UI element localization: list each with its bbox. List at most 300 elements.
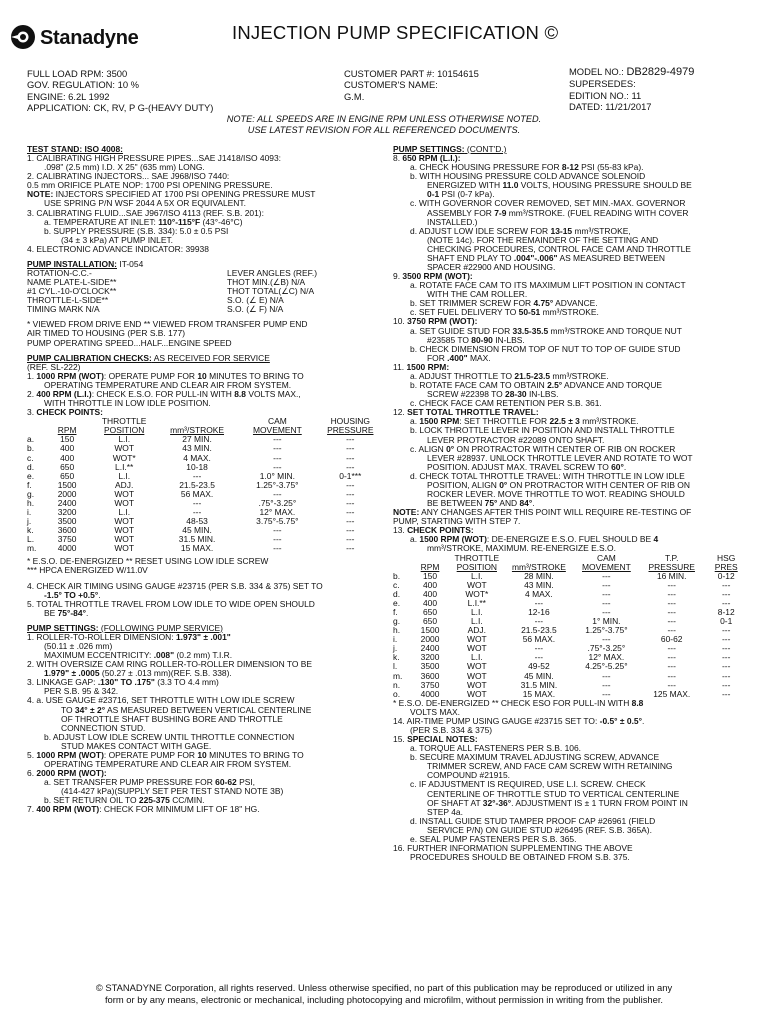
note-line: USE LATEST REVISION FOR ALL REFERENCED DOCUMENTS.	[247, 124, 521, 135]
table-cell: ---	[346, 443, 355, 454]
table-cell: WOT	[114, 534, 135, 545]
text-line: b. SECURE MAXIMUM TRAVEL ADJUSTING SCREW, ADVANCE	[410, 752, 660, 763]
table-cell	[27, 417, 44, 426]
text-line: (PER S.B. 334 & 375)	[410, 725, 493, 735]
text-line: ENERGIZED WITH	[427, 180, 503, 191]
table-cell: 31.5 MIN.	[520, 679, 558, 690]
table-cell: o.	[393, 688, 401, 699]
text-line: . ADJUSTMENT IS ± 1 TURN FROM POINT IN	[511, 797, 688, 808]
note-label: NOTE:	[27, 189, 54, 200]
table-cell: g.	[393, 616, 401, 627]
text-line: * E.S.O. DE-ENERGIZED ** RESET USING LOW IDLE SCREW	[27, 556, 269, 567]
table-cell: ---	[721, 588, 731, 599]
bold-text: .004"-.006"	[513, 252, 558, 263]
text-line: 6.	[27, 768, 37, 779]
text-line: AS MEASURED BETWEEN VERTICAL CENTERLINE	[105, 704, 312, 715]
gov-regulation: GOV. REGULATION: 10 %	[27, 79, 140, 91]
text-line: b. CHECK DIMENSION FROM TOP OF NUT TO TOP OF GUIDE STUD	[410, 343, 681, 354]
bold-text: 75°	[484, 498, 498, 509]
table-cell: 45 MIN.	[182, 525, 212, 536]
text-line: MINUTES TO BRING TO	[206, 370, 304, 381]
table-cell: ---	[721, 597, 731, 608]
table-cell: 8-12	[717, 606, 735, 617]
engine: ENGINE: 6.2L 1992	[27, 90, 110, 102]
text-line: * VIEWED FROM DRIVE END ** VIEWED FROM TRANSFER PUMP END	[27, 319, 308, 330]
text-line: (CONT'D.)	[464, 144, 507, 154]
left-column	[27, 145, 382, 814]
bold-text: 4	[653, 534, 659, 545]
text-line: 3. LINKAGE GAP:	[27, 677, 98, 688]
pump-installation-table	[27, 269, 382, 314]
bold-text: 1500 RPM (WOT)	[419, 534, 487, 545]
table-cell: ---	[346, 534, 355, 545]
text-line: ON PROTRACTOR WITH CENTER OF RIB ON ROCKER	[454, 443, 676, 454]
text-line: CHECKING PROCEDURES, CONTROL FACE CAM AND THROTTLE	[427, 243, 691, 254]
text-line: ASSEMBLY FOR	[427, 207, 495, 218]
table-cell: f.	[27, 479, 32, 490]
text-line: mm³/STROKE, MAXIMUM. RE-ENERGIZE E.S.O.	[427, 543, 616, 554]
text-line: (FOLLOWING PUMP SERVICE)	[98, 622, 223, 633]
text-line: 13.	[393, 525, 408, 536]
header-right	[569, 66, 694, 113]
text-line: 7.	[27, 804, 37, 815]
table-cell: j.	[27, 516, 32, 527]
table-cell: 400	[60, 443, 75, 454]
table-cell: 4.25°-5.25°	[585, 661, 628, 672]
text-line: d. INSTALL GUIDE STUD TAMPER PROOF CAP #26961 (FIELD	[410, 815, 656, 826]
cell: LEVER ANGLES (REF.)	[227, 268, 318, 279]
table-cell: 0-12	[717, 570, 735, 581]
text-line: AS MEASURED BETWEEN	[557, 252, 665, 263]
table-cell: 0-1	[720, 616, 733, 627]
text-line: : CHECK FOR MINIMUM LIFT OF 18" HG.	[99, 804, 260, 815]
text-line: AS RECEIVED FOR SERVICE	[151, 352, 270, 363]
table-row	[393, 662, 748, 671]
table-cell: THROTTLE	[101, 416, 147, 427]
bold-text: -1.5° TO +0.5°	[44, 589, 99, 600]
text-line: 16. FURTHER INFORMATION SUPPLEMENTING THE ABOVE	[393, 843, 633, 854]
bold-text: 650 RPM (L.I.):	[402, 153, 461, 164]
bold-text: 3750 RPM (WOT):	[407, 316, 478, 327]
header-left	[27, 68, 213, 114]
table-cell: ---	[721, 670, 731, 681]
table-cell: 1500	[57, 479, 77, 490]
table-cell: ---	[602, 597, 611, 608]
table-cell: WOT	[466, 679, 487, 690]
table-cell: 43 MIN.	[524, 579, 554, 590]
table-cell: 400	[60, 452, 75, 463]
bold-text: 2.5°	[547, 380, 563, 391]
text-line: OPERATING TEMPERATURE AND CLEAR AIR FROM SYSTEM.	[44, 379, 292, 390]
table-cell: 400	[422, 597, 438, 608]
bold-text: 1.973" ± .001"	[175, 631, 231, 642]
text-line: a. TEMPERATURE AT INLET:	[44, 216, 159, 227]
table-cell: b.	[27, 443, 35, 454]
table-cell: c.	[393, 579, 400, 590]
table-cell: l.	[393, 661, 398, 672]
table-cell: ---	[721, 679, 731, 690]
table-cell: T.P.	[665, 552, 679, 563]
text-line: INJECTORS SPECIFIED AT 1700 PSI OPENING PRESSURE MUST	[53, 189, 316, 200]
text-line: .	[623, 461, 627, 472]
text-line: ANY CHANGES AFTER THIS POINT WILL REQUIRE RE-TESTING OF	[419, 507, 692, 518]
stanadyne-logo-icon	[10, 24, 36, 50]
cell: NAME PLATE-L-SIDE**	[27, 277, 117, 288]
bold-text: 11.0	[502, 180, 519, 191]
table-cell: ADJ.	[115, 479, 134, 490]
table-cell: 1° MIN.	[592, 616, 621, 627]
bold-text: 2000 RPM (WOT):	[36, 768, 107, 779]
text-line: : CHECK E.S.O. FOR PULL-IN WITH	[91, 388, 235, 399]
table-cell: ---	[346, 497, 355, 508]
table-cell	[393, 554, 410, 563]
text-line: a. SET TRANSFER PUMP PRESSURE FOR	[44, 777, 216, 788]
table-row	[27, 544, 382, 553]
table-cell: POSITION	[456, 561, 497, 572]
table-cell: ---	[346, 434, 355, 445]
table-cell: 43 MIN.	[182, 443, 212, 454]
table-row	[393, 653, 748, 662]
note-line: NOTE: ALL SPEEDS ARE IN ENGINE RPM UNLESS OTHERWISE NOTED.	[226, 114, 542, 124]
text-line: INSTALLED.)	[427, 216, 478, 227]
text-line: VOLTS MAX.,	[245, 388, 301, 399]
text-line: .	[98, 589, 101, 600]
table-cell: ---	[602, 634, 611, 645]
table-cell: L.I.	[470, 606, 483, 617]
calibration-checks-heading: PUMP CALIBRATION CHECKS:	[27, 352, 152, 363]
table-cell: WOT	[466, 688, 487, 699]
text-line: USE SPRING P/N WSF 2044 A 5X OR EQUIVALENT.	[44, 198, 246, 209]
text-line: mm³/STROKE,	[572, 225, 631, 236]
table-cell: WOT	[466, 579, 487, 590]
table-cell: i.	[393, 634, 398, 645]
text-line: CC/MIN.	[169, 795, 205, 806]
table-cell: ---	[346, 516, 355, 527]
bold-text: 4.75°	[533, 298, 554, 309]
table-cell: WOT	[114, 443, 135, 454]
table-cell: d.	[393, 588, 401, 599]
temperature-value: 110°-115°F	[158, 216, 201, 227]
table-cell: ---	[602, 606, 611, 617]
text-line: MAX.	[467, 352, 491, 363]
table-cell: ---	[667, 625, 676, 636]
table-cell: ---	[602, 679, 611, 690]
right-column	[393, 145, 748, 862]
text-line: *** HPCA ENERGIZED W/11.0V	[27, 565, 148, 576]
table-cell: L.I.	[470, 652, 483, 663]
table-cell: ---	[192, 506, 202, 517]
cell: THROTTLE-L-SIDE**	[27, 295, 109, 306]
text-line: .	[532, 498, 535, 509]
speed-note	[0, 114, 768, 135]
text-line: TO	[61, 704, 75, 715]
text-line: 3.	[27, 407, 37, 418]
table-row	[393, 672, 748, 681]
text-line: WITH THE CAM ROLLER.	[427, 289, 528, 300]
table-cell: ---	[273, 534, 282, 545]
table-cell: WOT	[466, 670, 487, 681]
table-cell: 3600	[420, 670, 440, 681]
table-cell: ---	[192, 470, 202, 481]
text-line: WITH THROTTLE IN LOW IDLE POSITION.	[44, 398, 211, 409]
table-row	[393, 599, 748, 608]
bold-text: 0°	[446, 443, 455, 454]
table-row	[393, 644, 748, 653]
table-cell: 3500	[57, 516, 77, 527]
table-cell: ---	[602, 579, 611, 590]
text-line: MINUTES TO BRING TO	[206, 749, 304, 760]
text-line: 8.	[393, 153, 403, 164]
table-cell: 4 MAX.	[183, 452, 211, 463]
bold-text: 400 RPM (L.I.)	[36, 388, 92, 399]
table-row	[393, 681, 748, 690]
table-cell: ---	[273, 525, 282, 536]
table-cell: L.I.	[470, 570, 483, 581]
bold-text: .008"	[153, 650, 175, 661]
bold-text: 60-62	[215, 777, 237, 788]
text-line: c. CHECK FACE CAM RETENTION PER S.B. 361.	[410, 398, 602, 409]
table-cell: ---	[602, 670, 611, 681]
text-line: CENTERLINE OF THROTTLE STUD TO VERTICAL CENTERLINE	[427, 788, 680, 799]
stanadyne-logo	[10, 22, 160, 56]
table-cell: m.	[27, 543, 37, 554]
table-row	[27, 463, 382, 472]
bold-text: 84°	[519, 498, 533, 509]
text-line: COMPOUND #21915.	[427, 770, 510, 781]
bold-text: 10	[197, 370, 207, 381]
text-line: * E.S.O. DE-ENERGIZED ** CHECK ESO FOR PULL-IN WITH	[393, 697, 632, 708]
bold-text: SPECIAL NOTES:	[407, 734, 478, 745]
table-cell: ---	[721, 688, 731, 699]
text-line: ROCKER LEVER. MOVE THROTTLE TO WOT. READING SHOULD	[427, 488, 685, 499]
text-line: b. SET TRIMMER SCREW FOR	[410, 298, 534, 309]
text-line: OF THROTTLE SHAFT BUSHING BORE AND THROTTLE	[61, 713, 283, 724]
table-cell: RPM	[420, 561, 440, 572]
table-cell: ---	[346, 479, 355, 490]
text-line: 3. CALIBRATING FLUID...SAE J967/ISO 4113 (REF. S.B. 201):	[27, 207, 264, 218]
table-cell: ---	[346, 488, 355, 499]
table-cell: WOT*	[465, 588, 489, 599]
text-line: a. SET GUIDE STUD FOR	[410, 325, 513, 336]
table-cell: 56 MAX.	[522, 634, 556, 645]
note-label: NOTE:	[393, 507, 420, 518]
table-cell: 31.5 MIN.	[178, 534, 216, 545]
text-line: ON PROTRACTOR WITH CENTER OF RIB ON	[507, 479, 690, 490]
table-cell: ---	[667, 606, 676, 617]
table-cell: 150	[60, 434, 75, 445]
bold-text: 80-90	[471, 334, 493, 345]
table-cell: 3600	[57, 525, 77, 536]
text-line: mm³/STROKE. (FUEL READING WITH COVER	[506, 207, 689, 218]
table-cell: n.	[393, 679, 401, 690]
cell: THOT TOTAL(∠C) N/A	[227, 286, 315, 297]
brand-name: Stanadyne	[40, 27, 139, 49]
table-cell: ---	[667, 661, 676, 672]
table-cell: 400	[422, 588, 438, 599]
test-stand-heading: TEST STAND: ISO 4008:	[27, 144, 123, 154]
text-line: mm³/STROKE.	[579, 416, 639, 427]
table-cell: 3500	[420, 661, 440, 672]
text-line: AND	[497, 498, 520, 509]
bold-text: 13-15	[550, 225, 573, 236]
table-cell: 2400	[420, 643, 440, 654]
text-line: 4. a. USE GAUGE #23716, SET THROTTLE WITH LOW IDLE SCREW	[27, 695, 295, 706]
table-cell: 15 MAX.	[180, 543, 214, 554]
text-line: MAXIMUM ECCENTRICITY:	[44, 650, 154, 661]
table-cell: WOT	[466, 634, 487, 645]
table-cell: 2000	[57, 488, 77, 499]
text-line: b. LOCK THROTTLE LEVER IN POSITION AND INSTALL THROTTLE	[410, 425, 675, 436]
table-cell: WOT*	[112, 452, 136, 463]
customer-part: CUSTOMER PART #: 10154615	[344, 68, 479, 79]
text-line: 5.	[27, 749, 37, 760]
table-cell: ---	[721, 652, 731, 663]
text-line: POSITION, ALIGN	[427, 479, 500, 490]
table-cell: f.	[393, 606, 398, 617]
table-cell: 4000	[57, 543, 77, 554]
text-line: PSI (55-83 kPa).	[578, 162, 644, 173]
bold-text: -0.5° ± 0.5°	[599, 715, 642, 726]
text-line: mm³/STROKE.	[550, 370, 609, 381]
text-line: a. CHECK HOUSING PRESSURE FOR	[410, 162, 562, 173]
table-cell: ADJ.	[467, 625, 486, 636]
table-cell: 2000	[420, 634, 440, 645]
table-cell: 12-16	[528, 606, 550, 617]
header-middle	[344, 68, 479, 102]
bold-text: 8-12	[561, 162, 579, 173]
text-line: : SET THROTTLE FOR	[459, 416, 550, 427]
table-cell: CAM	[267, 416, 287, 427]
table-cell: 4 MAX.	[525, 588, 553, 599]
text-line: ADVANCE AND TORQUE	[562, 380, 663, 391]
text-line: 12.	[393, 407, 408, 418]
table-cell: mm³/STROKE	[511, 561, 566, 572]
table-cell: 650	[60, 470, 75, 481]
table-cell: ---	[667, 588, 676, 599]
text-line: (50.27 ± .013 mm)(REF. S.B. 338).	[99, 668, 232, 679]
table-cell: ---	[346, 506, 355, 517]
pump-settings-heading: PUMP SETTINGS:	[27, 622, 99, 633]
table-cell: 15 MAX.	[522, 688, 556, 699]
bold-text: 7-9	[494, 207, 507, 218]
text-line: (NOTE 14c). FOR THE REMAINDER OF THE SETTING AND	[427, 234, 659, 245]
table-cell: PRESSURE	[327, 425, 374, 436]
table-cell: 12° MAX.	[259, 506, 296, 517]
table-cell: 650	[422, 616, 438, 627]
text-line: 5. TOTAL THROTTLE TRAVEL FROM LOW IDLE TO WIDE OPEN SHOULD	[27, 598, 315, 609]
table-cell: MOVEMENT	[582, 561, 631, 572]
table-cell: 2400	[57, 497, 77, 508]
model-number: DB2829-4979	[626, 66, 695, 78]
text-line: d. CHECK TOTAL THROTTLE TRAVEL: WITH THROTTLE IN LOW IDLE	[410, 470, 685, 481]
text-line: (0.2 mm) T.I.R.	[174, 650, 233, 661]
full-load-rpm: FULL LOAD RPM: 3500	[27, 68, 128, 79]
table-cell: L.I.	[470, 616, 483, 627]
table-cell: j.	[393, 643, 398, 654]
model-label: MODEL NO.:	[569, 66, 627, 77]
text-line: 10.	[393, 316, 408, 327]
table-cell: WOT	[466, 643, 487, 654]
text-line: VOLTS, HOUSING PRESSURE SHOULD BE	[518, 180, 692, 191]
table-cell: L.I.**	[115, 461, 134, 472]
bold-text: 1000 RPM (WOT)	[36, 749, 104, 760]
table-cell: ---	[346, 452, 355, 463]
text-line: d. ADJUST LOW IDLE SCREW FOR	[410, 225, 551, 236]
table-row	[393, 626, 748, 635]
bold-text: 1500 RPM:	[406, 361, 450, 372]
bold-text: 60°	[611, 461, 624, 472]
table-cell: PRESSURE	[648, 561, 695, 572]
table-cell: 4000	[420, 688, 440, 699]
table-cell: 56 MAX.	[180, 488, 214, 499]
table-row	[393, 635, 748, 644]
cell: THOT MIN.(∠B) N/A	[227, 277, 306, 288]
text-line: b. SUPPLY PRESSURE (S.B. 334): 5.0 ± 0.5 PSI	[44, 225, 229, 236]
text-line: SPACER #22900 AND HOUSING.	[427, 262, 556, 273]
bold-text: 3500 RPM (WOT):	[402, 271, 473, 282]
text-line: mm³/STROKE AND TORQUE NUT	[548, 325, 682, 336]
bold-text: 32°-36°	[482, 797, 512, 808]
bold-text: 400 RPM (WOT)	[36, 804, 100, 815]
table-cell: ---	[273, 452, 282, 463]
table-cell: ---	[534, 597, 544, 608]
table-cell: ---	[667, 643, 676, 654]
text-line: b. SET RETURN OIL TO	[44, 795, 139, 806]
check-points-table	[27, 417, 382, 553]
customer-name-label: CUSTOMER'S NAME:	[344, 79, 438, 91]
cell: #1 CYL.-10-O'CLOCK**	[27, 286, 117, 297]
text-line: 9.	[393, 271, 403, 282]
table-cell: 1500	[420, 625, 440, 636]
table-cell: ---	[667, 616, 676, 627]
text-line: b. ROTATE FACE CAM TO OBTAIN	[410, 380, 548, 391]
text-line: 0.5 mm ORIFICE PLATE NOP: 1700 PSI OPENING PRESSURE.	[27, 180, 273, 191]
table-cell: ---	[667, 597, 676, 608]
table-cell: ---	[602, 688, 611, 699]
text-line: e. SEAL PUMP FASTENERS PER S.B. 365.	[410, 833, 577, 844]
text-line: : OPERATE PUMP FOR	[103, 370, 198, 381]
table-cell: g.	[27, 488, 35, 499]
table-cell: .75°-3.25°	[258, 497, 297, 508]
table-cell: c.	[27, 452, 34, 463]
table-cell: 21.5-23.5	[179, 479, 215, 490]
table-cell: 400	[422, 579, 438, 590]
text-line: STEP 4a.	[427, 806, 463, 817]
table-cell: 49-52	[528, 661, 550, 672]
bold-text: 1.979" ± .0005	[44, 668, 100, 679]
text-line: PSI (0-7 kPa).	[439, 189, 495, 200]
text-line: (3.3 TO 4.4 mm)	[154, 677, 219, 688]
table-cell: ---	[721, 643, 731, 654]
table-cell: WOT	[114, 516, 135, 527]
table-header-row	[393, 563, 748, 572]
table-cell: 650	[422, 606, 438, 617]
table-cell: 125 MAX.	[653, 688, 691, 699]
text-line: PROCEDURES SHOULD BE OBTAINED FROM S.B. 375.	[410, 852, 630, 863]
bold-text: 1500 RPM	[419, 416, 460, 427]
text-line: 2.	[27, 388, 37, 399]
table-cell: HOUSING	[330, 416, 370, 427]
bold-text: 1000 RPM (WOT)	[36, 370, 104, 381]
table-cell: 60-62	[660, 634, 683, 645]
table-cell: ---	[273, 488, 282, 499]
table-cell: 1.25°-3.75°	[256, 479, 299, 490]
bold-text: 0°	[499, 479, 508, 490]
edition: EDITION NO.: 11	[569, 89, 642, 101]
text-line: POSITION. ADJUST MAX. TRAVEL SCREW TO	[427, 461, 612, 472]
text-line: CONNECTION STUD.	[61, 722, 146, 733]
table-cell: CAM	[597, 552, 616, 563]
